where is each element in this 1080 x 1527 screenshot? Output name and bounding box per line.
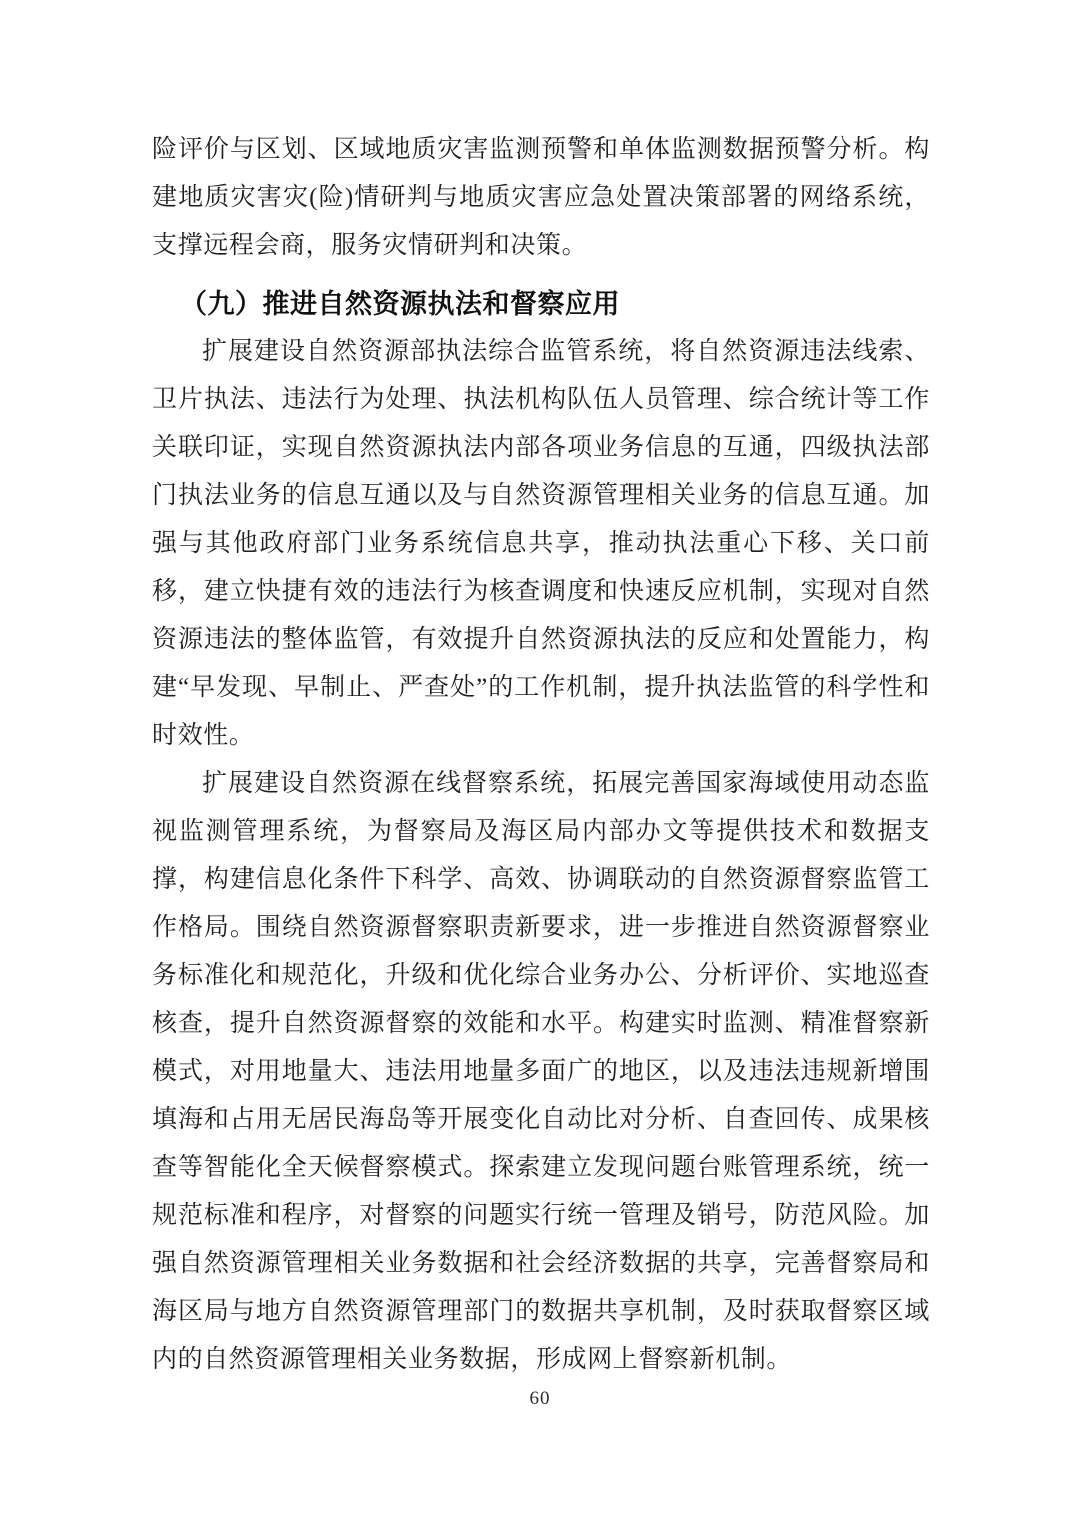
continued-paragraph: 险评价与区划、区域地质灾害监测预警和单体监测数据预警分析。构建地质灾害灾(险)情研判与地质灾害应急处置决策部署的网络系统，支撑远程会商，服务灾情研判和决策。 xyxy=(152,136,930,259)
paragraph-enforcement-system: 扩展建设自然资源部执法综合监管系统，将自然资源违法线索、卫片执法、违法行为处理、执法机构队伍人员管理、综合统计等工作关联印证，实现自然资源执法内部各项业务信息的互通，四级执法部门执法业务的信息互通以及与自然资源管理相关业务的信息互通。加强与其他政府部门业务系统信息共享，推动执法重心下移、关口前移，建立快捷有效的违法行为核查调度和快速反应机制，实现对自然资源违法的整体监管，有效提升自然资源执法的反应和处置能力，构建“早发现、早制止、严查处”的工作机制，提升执法监管的科学性和时效性。 xyxy=(152,338,930,749)
page-number: 60 xyxy=(529,1388,551,1409)
paragraph-supervision-system: 扩展建设自然资源在线督察系统，拓展完善国家海域使用动态监视监测管理系统，为督察局及海区局内部办文等提供技术和数据支撑，构建信息化条件下科学、高效、协调联动的自然资源督察监管工作格局。围绕自然资源督察职责新要求，进一步推进自然资源督察业务标准化和规范化，升级和优化综合业务办公、分析评价、实地巡查核查，提升自然资源督察的效能和水平。构建实时监测、精准督察新模式，对用地量大、违法用地量多面广的地区，以及违法违规新增围填海和占用无居民海岛等开展变化自动比对分析、自查回传、成果核查等智能化全天候督察模式。探索建立发现问题台账管理系统，统一规范标准和程序，对督察的问题实行统一管理及销号，防范风险。加强自然资源管理相关业务数据和社会经济数据的共享，完善督察局和海区局与地方自然资源管理部门的数据共享机制，及时获取督察区域内的自然资源管理相关业务数据，形成网上督察新机制。 xyxy=(152,770,930,1373)
document-body xyxy=(152,126,930,1384)
section-heading: （九）推进自然资源执法和督察应用 xyxy=(180,289,620,319)
